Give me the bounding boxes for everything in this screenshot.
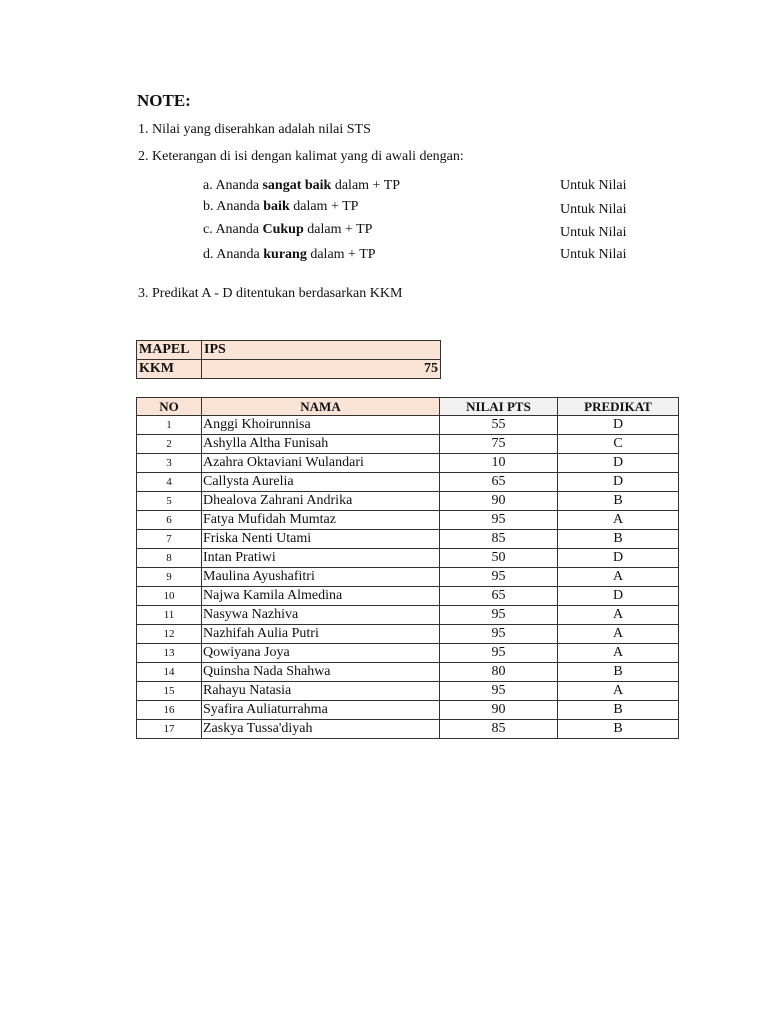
header-predikat[interactable]: PREDIKAT <box>558 398 679 416</box>
row-nama[interactable]: Maulina Ayushafitri <box>202 568 440 587</box>
row-nama[interactable]: Qowiyana Joya <box>202 644 440 663</box>
row-nama[interactable]: Quinsha Nada Shahwa <box>202 663 440 682</box>
row-no[interactable]: 4 <box>137 473 202 492</box>
row-nama[interactable]: Azahra Oktaviani Wulandari <box>202 454 440 473</box>
row-predikat[interactable]: B <box>558 663 679 682</box>
table-body <box>137 416 679 739</box>
row-nama[interactable]: Ashylla Altha Funisah <box>202 435 440 454</box>
table-row <box>137 720 679 739</box>
row-nilai-pts[interactable]: 95 <box>440 682 558 701</box>
note-subitem-a-right: Untuk Nilai <box>560 178 627 193</box>
row-nilai-pts[interactable]: 95 <box>440 568 558 587</box>
row-predikat[interactable]: A <box>558 606 679 625</box>
table-row <box>137 568 679 587</box>
mapel-label[interactable]: MAPEL <box>137 341 202 360</box>
kkm-row <box>137 360 441 379</box>
row-no[interactable]: 6 <box>137 511 202 530</box>
row-nilai-pts[interactable]: 95 <box>440 625 558 644</box>
table-row <box>137 416 679 435</box>
row-predikat[interactable]: B <box>558 530 679 549</box>
row-predikat[interactable]: B <box>558 492 679 511</box>
row-nilai-pts[interactable]: 95 <box>440 606 558 625</box>
note-item-2: 2. Keterangan di isi dengan kalimat yang di awali dengan: <box>138 149 464 164</box>
row-nilai-pts[interactable]: 55 <box>440 416 558 435</box>
table-row <box>137 549 679 568</box>
row-no[interactable]: 10 <box>137 587 202 606</box>
row-predikat[interactable]: D <box>558 549 679 568</box>
row-nilai-pts[interactable]: 10 <box>440 454 558 473</box>
mapel-value[interactable]: IPS <box>202 341 441 360</box>
info-table <box>136 340 441 379</box>
row-nama[interactable]: Callysta Aurelia <box>202 473 440 492</box>
row-predikat[interactable]: A <box>558 644 679 663</box>
row-nilai-pts[interactable]: 95 <box>440 644 558 663</box>
note-subitem-c-right: Untuk Nilai <box>560 225 627 240</box>
table-row <box>137 587 679 606</box>
row-no[interactable]: 14 <box>137 663 202 682</box>
row-nama[interactable]: Syafira Auliaturrahma <box>202 701 440 720</box>
row-nama[interactable]: Anggi Khoirunnisa <box>202 416 440 435</box>
note-title: NOTE: <box>137 91 191 110</box>
table-row <box>137 606 679 625</box>
row-predikat[interactable]: A <box>558 568 679 587</box>
row-nama[interactable]: Nasywa Nazhiva <box>202 606 440 625</box>
row-nilai-pts[interactable]: 65 <box>440 587 558 606</box>
row-nama[interactable]: Friska Nenti Utami <box>202 530 440 549</box>
note-item-3: 3. Predikat A - D ditentukan berdasarkan KKM <box>138 286 403 301</box>
table-row <box>137 663 679 682</box>
table-row <box>137 682 679 701</box>
row-nilai-pts[interactable]: 95 <box>440 511 558 530</box>
row-no[interactable]: 5 <box>137 492 202 511</box>
kkm-label[interactable]: KKM <box>137 360 202 379</box>
table-row <box>137 454 679 473</box>
row-nama[interactable]: Zaskya Tussa'diyah <box>202 720 440 739</box>
row-predikat[interactable]: D <box>558 416 679 435</box>
row-predikat[interactable]: D <box>558 473 679 492</box>
row-nama[interactable]: Rahayu Natasia <box>202 682 440 701</box>
row-no[interactable]: 16 <box>137 701 202 720</box>
table-row <box>137 530 679 549</box>
row-predikat[interactable]: C <box>558 435 679 454</box>
row-nama[interactable]: Fatya Mufidah Mumtaz <box>202 511 440 530</box>
row-nilai-pts[interactable]: 65 <box>440 473 558 492</box>
row-no[interactable]: 13 <box>137 644 202 663</box>
row-no[interactable]: 2 <box>137 435 202 454</box>
note-subitem-c: c. Ananda Cukup dalam + TP <box>203 222 373 237</box>
row-predikat[interactable]: B <box>558 701 679 720</box>
row-nama[interactable]: Dhealova Zahrani Andrika <box>202 492 440 511</box>
table-row <box>137 644 679 663</box>
row-no[interactable]: 3 <box>137 454 202 473</box>
row-nilai-pts[interactable]: 90 <box>440 492 558 511</box>
note-subitem-b: b. Ananda baik dalam + TP <box>203 199 359 214</box>
row-no[interactable]: 8 <box>137 549 202 568</box>
row-nilai-pts[interactable]: 85 <box>440 530 558 549</box>
row-predikat[interactable]: A <box>558 511 679 530</box>
row-nilai-pts[interactable]: 75 <box>440 435 558 454</box>
row-predikat[interactable]: D <box>558 587 679 606</box>
table-row <box>137 492 679 511</box>
grades-table <box>136 397 679 739</box>
row-nilai-pts[interactable]: 90 <box>440 701 558 720</box>
note-subitem-d: d. Ananda kurang dalam + TP <box>203 247 376 262</box>
row-nama[interactable]: Najwa Kamila Almedina <box>202 587 440 606</box>
row-no[interactable]: 7 <box>137 530 202 549</box>
row-predikat[interactable]: A <box>558 682 679 701</box>
note-subitem-d-right: Untuk Nilai <box>560 247 627 262</box>
table-row <box>137 473 679 492</box>
table-row <box>137 435 679 454</box>
row-no[interactable]: 15 <box>137 682 202 701</box>
table-row <box>137 511 679 530</box>
row-nama[interactable]: Nazhifah Aulia Putri <box>202 625 440 644</box>
mapel-row <box>137 341 441 360</box>
row-no[interactable]: 9 <box>137 568 202 587</box>
table-row <box>137 701 679 720</box>
row-predikat[interactable]: A <box>558 625 679 644</box>
row-nilai-pts[interactable]: 50 <box>440 549 558 568</box>
row-nilai-pts[interactable]: 80 <box>440 663 558 682</box>
row-no[interactable]: 17 <box>137 720 202 739</box>
header-nama[interactable]: NAMA <box>202 398 440 416</box>
row-predikat[interactable]: B <box>558 720 679 739</box>
row-nilai-pts[interactable]: 85 <box>440 720 558 739</box>
row-nama[interactable]: Intan Pratiwi <box>202 549 440 568</box>
header-nilai-pts[interactable]: NILAI PTS <box>440 398 558 416</box>
row-no[interactable]: 11 <box>137 606 202 625</box>
row-no[interactable]: 12 <box>137 625 202 644</box>
row-predikat[interactable]: D <box>558 454 679 473</box>
table-header-row <box>137 398 679 416</box>
note-item-1: 1. Nilai yang diserahkan adalah nilai STS <box>138 122 371 137</box>
table-row <box>137 625 679 644</box>
row-no[interactable]: 1 <box>137 416 202 435</box>
header-no[interactable]: NO <box>137 398 202 416</box>
note-subitem-b-right: Untuk Nilai <box>560 202 627 217</box>
note-subitem-a: a. Ananda sangat baik dalam + TP <box>203 178 401 193</box>
kkm-value[interactable]: 75 <box>202 360 441 379</box>
